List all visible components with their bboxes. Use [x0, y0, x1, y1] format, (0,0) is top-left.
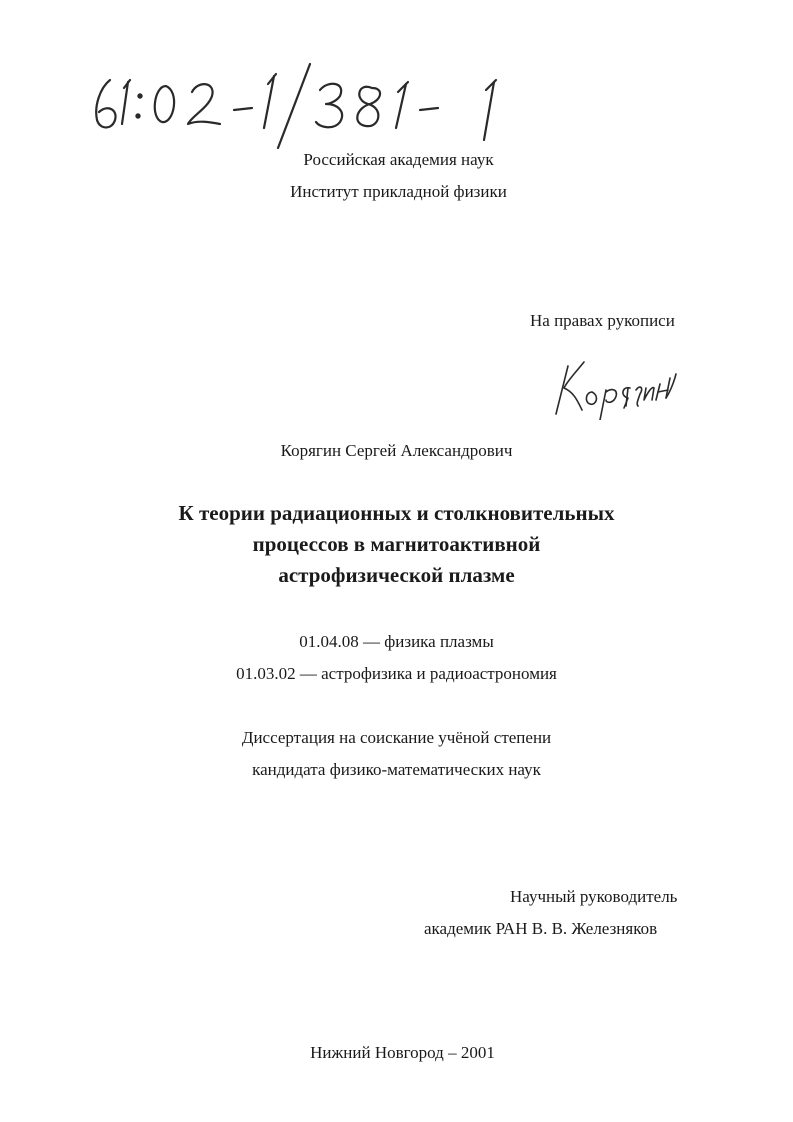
dissertation-degree-line-1: Диссертация на соискание учёной степени	[241, 728, 552, 747]
supervisor-name: академик РАН В. В. Железняков	[424, 919, 658, 938]
supervisor-label: Научный руководитель	[510, 887, 678, 906]
academy-name: Российская академия наук	[303, 150, 494, 169]
author-signature	[548, 348, 678, 420]
manuscript-rights-label: На правах рукописи	[530, 311, 675, 330]
author-name: Корягин Сергей Александрович	[280, 441, 513, 460]
title-line-2: процессов в магнитоактивной	[252, 532, 541, 556]
title-line-3: астрофизической плазме	[278, 563, 515, 587]
dissertation-title	[0, 498, 793, 591]
handwritten-archive-number	[88, 62, 518, 152]
specialty-2: 01.03.02 — астрофизика и радиоастрономия	[236, 664, 557, 683]
title-line-1: К теории радиационных и столкновительных	[178, 501, 615, 525]
institute-name: Институт прикладной физики	[290, 182, 507, 201]
specialty-1: 01.04.08 — физика плазмы	[299, 632, 494, 651]
city-year: Нижний Новгород – 2001	[310, 1043, 495, 1062]
dissertation-degree-line-2: кандидата физико-математических наук	[252, 760, 541, 779]
